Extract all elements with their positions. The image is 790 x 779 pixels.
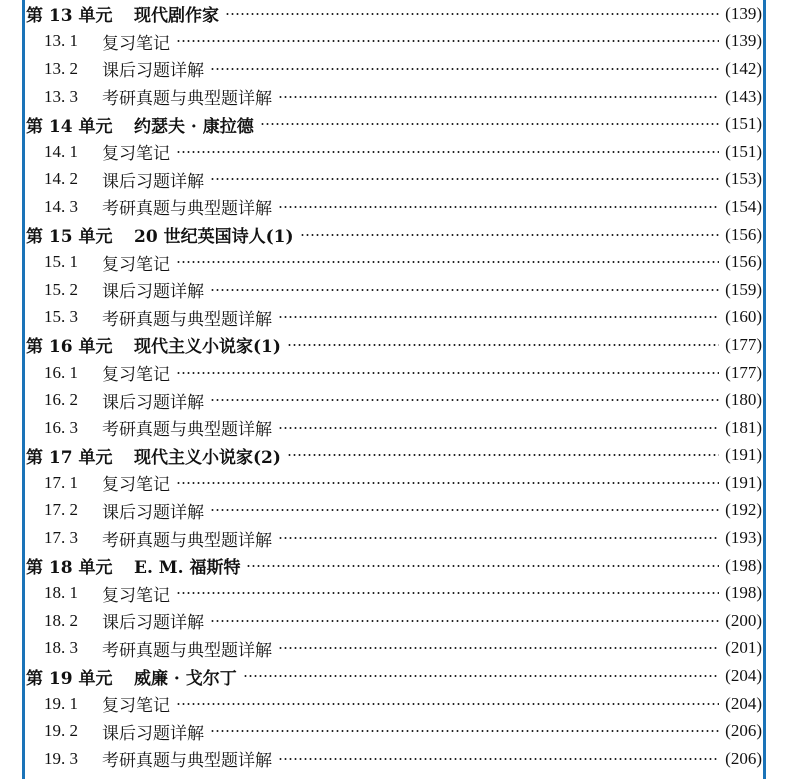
toc-entry-number: 16. 2 (44, 390, 78, 410)
toc-entry-number: 17. 2 (44, 500, 78, 520)
toc-entry-title: 约瑟夫 · 康拉德 (134, 116, 254, 137)
toc-entry-title: 复习笔记 (102, 33, 170, 54)
dot-leader (278, 206, 719, 208)
toc-entry-title: 威廉 · 戈尔丁 (134, 668, 237, 689)
table-of-contents (26, 0, 762, 773)
toc-entry-page: (198) (725, 555, 762, 575)
toc-section-entry[interactable] (26, 138, 762, 166)
dot-leader (176, 482, 719, 484)
toc-entry-page: (204) (725, 666, 762, 686)
dot-leader (176, 592, 719, 594)
toc-entry-title: 课后习题详解 (102, 61, 204, 82)
toc-entry-number: 17. 3 (44, 528, 78, 548)
dot-leader (278, 96, 719, 98)
toc-entry-number: 16. 1 (44, 362, 78, 382)
toc-entry-page: (151) (725, 141, 762, 161)
dot-leader (287, 344, 719, 346)
toc-entry-page: (191) (725, 472, 762, 492)
dot-leader (176, 703, 719, 705)
toc-entry-page: (151) (725, 114, 762, 134)
toc-entry-number: 15. 2 (44, 279, 78, 299)
toc-unit-entry[interactable] (26, 221, 762, 249)
toc-entry-page: (177) (725, 362, 762, 382)
toc-entry-page: (156) (725, 252, 762, 272)
toc-entry-page: (177) (725, 334, 762, 354)
toc-entry-page: (192) (725, 500, 762, 520)
toc-section-entry[interactable] (26, 717, 762, 745)
toc-entry-number: 18. 2 (44, 610, 78, 630)
dot-leader (176, 151, 719, 153)
dot-leader (210, 730, 719, 732)
toc-entry-page: (191) (725, 445, 762, 465)
toc-entry-title: 课后习题详解 (102, 392, 204, 413)
toc-entry-title: 考研真题与典型题详解 (102, 420, 272, 441)
dot-leader (210, 68, 719, 70)
toc-entry-title: 现代主义小说家(1) (134, 337, 281, 358)
toc-entry-title: 现代剧作家 (134, 6, 219, 27)
toc-section-entry[interactable] (26, 524, 762, 552)
toc-entry-number: 第 15 单元 (26, 227, 113, 248)
toc-entry-page: (143) (725, 86, 762, 106)
toc-entry-title: 考研真题与典型题详解 (102, 309, 272, 330)
toc-entry-title: E. M. 福斯特 (134, 558, 241, 579)
toc-entry-page: (200) (725, 610, 762, 630)
toc-entry-page: (153) (725, 169, 762, 189)
toc-entry-number: 16. 3 (44, 417, 78, 437)
toc-section-entry[interactable] (26, 55, 762, 83)
toc-entry-page: (142) (725, 58, 762, 78)
toc-unit-entry[interactable] (26, 331, 762, 359)
toc-entry-page: (206) (725, 748, 762, 768)
toc-section-entry[interactable] (26, 497, 762, 525)
toc-section-entry[interactable] (26, 248, 762, 276)
dot-leader (287, 454, 719, 456)
toc-section-entry[interactable] (26, 414, 762, 442)
toc-entry-page: (181) (725, 417, 762, 437)
toc-entry-page: (206) (725, 721, 762, 741)
toc-entry-number: 13. 3 (44, 86, 78, 106)
dot-leader (260, 123, 719, 125)
toc-entry-title: 课后习题详解 (102, 171, 204, 192)
toc-entry-page: (139) (725, 3, 762, 23)
toc-section-entry[interactable] (26, 607, 762, 635)
toc-entry-number: 第 13 单元 (26, 6, 113, 27)
toc-entry-title: 课后习题详解 (102, 502, 204, 523)
toc-entry-page: (198) (725, 583, 762, 603)
dot-leader (210, 399, 719, 401)
toc-entry-page: (193) (725, 528, 762, 548)
toc-unit-entry[interactable] (26, 552, 762, 580)
dot-leader (278, 316, 719, 318)
toc-entry-page: (156) (725, 224, 762, 244)
toc-entry-title: 复习笔记 (102, 475, 170, 496)
toc-entry-number: 17. 1 (44, 472, 78, 492)
toc-section-entry[interactable] (26, 359, 762, 387)
toc-unit-entry[interactable] (26, 442, 762, 470)
toc-section-entry[interactable] (26, 469, 762, 497)
toc-section-entry[interactable] (26, 83, 762, 111)
toc-entry-title: 复习笔记 (102, 585, 170, 606)
toc-entry-page: (159) (725, 279, 762, 299)
toc-section-entry[interactable] (26, 690, 762, 718)
toc-entry-number: 13. 2 (44, 58, 78, 78)
toc-entry-page: (154) (725, 196, 762, 216)
dot-leader (278, 647, 719, 649)
toc-section-entry[interactable] (26, 193, 762, 221)
dot-leader (210, 620, 719, 622)
toc-entry-number: 第 17 单元 (26, 447, 113, 468)
dot-leader (176, 261, 719, 263)
toc-entry-title: 现代主义小说家(2) (134, 447, 281, 468)
toc-unit-entry[interactable] (26, 110, 762, 138)
dot-leader (210, 509, 719, 511)
toc-entry-number: 15. 3 (44, 307, 78, 327)
toc-entry-title: 考研真题与典型题详解 (102, 89, 272, 110)
dot-leader (278, 427, 719, 429)
toc-entry-title: 复习笔记 (102, 696, 170, 717)
toc-entry-number: 19. 3 (44, 748, 78, 768)
toc-entry-title: 复习笔记 (102, 365, 170, 386)
toc-entry-number: 13. 1 (44, 31, 78, 51)
dot-leader (278, 758, 719, 760)
toc-section-entry[interactable] (26, 579, 762, 607)
toc-entry-number: 第 14 单元 (26, 116, 113, 137)
toc-entry-title: 复习笔记 (102, 144, 170, 165)
toc-entry-title: 复习笔记 (102, 254, 170, 275)
toc-entry-number: 15. 1 (44, 252, 78, 272)
toc-entry-page: (180) (725, 390, 762, 410)
toc-entry-title: 考研真题与典型题详解 (102, 640, 272, 661)
toc-entry-number: 第 16 单元 (26, 337, 113, 358)
toc-entry-number: 14. 1 (44, 141, 78, 161)
toc-entry-number: 14. 2 (44, 169, 78, 189)
toc-entry-number: 19. 2 (44, 721, 78, 741)
toc-entry-title: 课后习题详解 (102, 723, 204, 744)
dot-leader (300, 234, 720, 236)
toc-entry-title: 课后习题详解 (102, 613, 204, 634)
toc-entry-number: 第 18 单元 (26, 558, 113, 579)
toc-entry-number: 14. 3 (44, 196, 78, 216)
dot-leader (225, 13, 719, 15)
dot-leader (210, 289, 719, 291)
toc-entry-title: 考研真题与典型题详解 (102, 199, 272, 220)
toc-entry-title: 考研真题与典型题详解 (102, 751, 272, 772)
toc-entry-title: 课后习题详解 (102, 282, 204, 303)
toc-section-entry[interactable] (26, 745, 762, 773)
toc-entry-number: 第 19 单元 (26, 668, 113, 689)
dot-leader (243, 675, 719, 677)
toc-entry-title: 20 世纪英国诗人(1) (134, 227, 294, 248)
toc-entry-number: 19. 1 (44, 693, 78, 713)
toc-section-entry[interactable] (26, 386, 762, 414)
toc-entry-page: (160) (725, 307, 762, 327)
dot-leader (246, 565, 719, 567)
toc-entry-title: 考研真题与典型题详解 (102, 530, 272, 551)
toc-entry-number: 18. 3 (44, 638, 78, 658)
toc-entry-page: (201) (725, 638, 762, 658)
toc-section-entry[interactable] (26, 635, 762, 663)
toc-section-entry[interactable] (26, 276, 762, 304)
dot-leader (210, 178, 719, 180)
toc-section-entry[interactable] (26, 166, 762, 194)
dot-leader (176, 372, 719, 374)
toc-unit-entry[interactable] (26, 0, 762, 28)
toc-entry-page: (139) (725, 31, 762, 51)
dot-leader (176, 40, 719, 42)
toc-unit-entry[interactable] (26, 662, 762, 690)
toc-entry-page: (204) (725, 693, 762, 713)
dot-leader (278, 537, 719, 539)
toc-entry-number: 18. 1 (44, 583, 78, 603)
toc-section-entry[interactable] (26, 304, 762, 332)
toc-section-entry[interactable] (26, 28, 762, 56)
